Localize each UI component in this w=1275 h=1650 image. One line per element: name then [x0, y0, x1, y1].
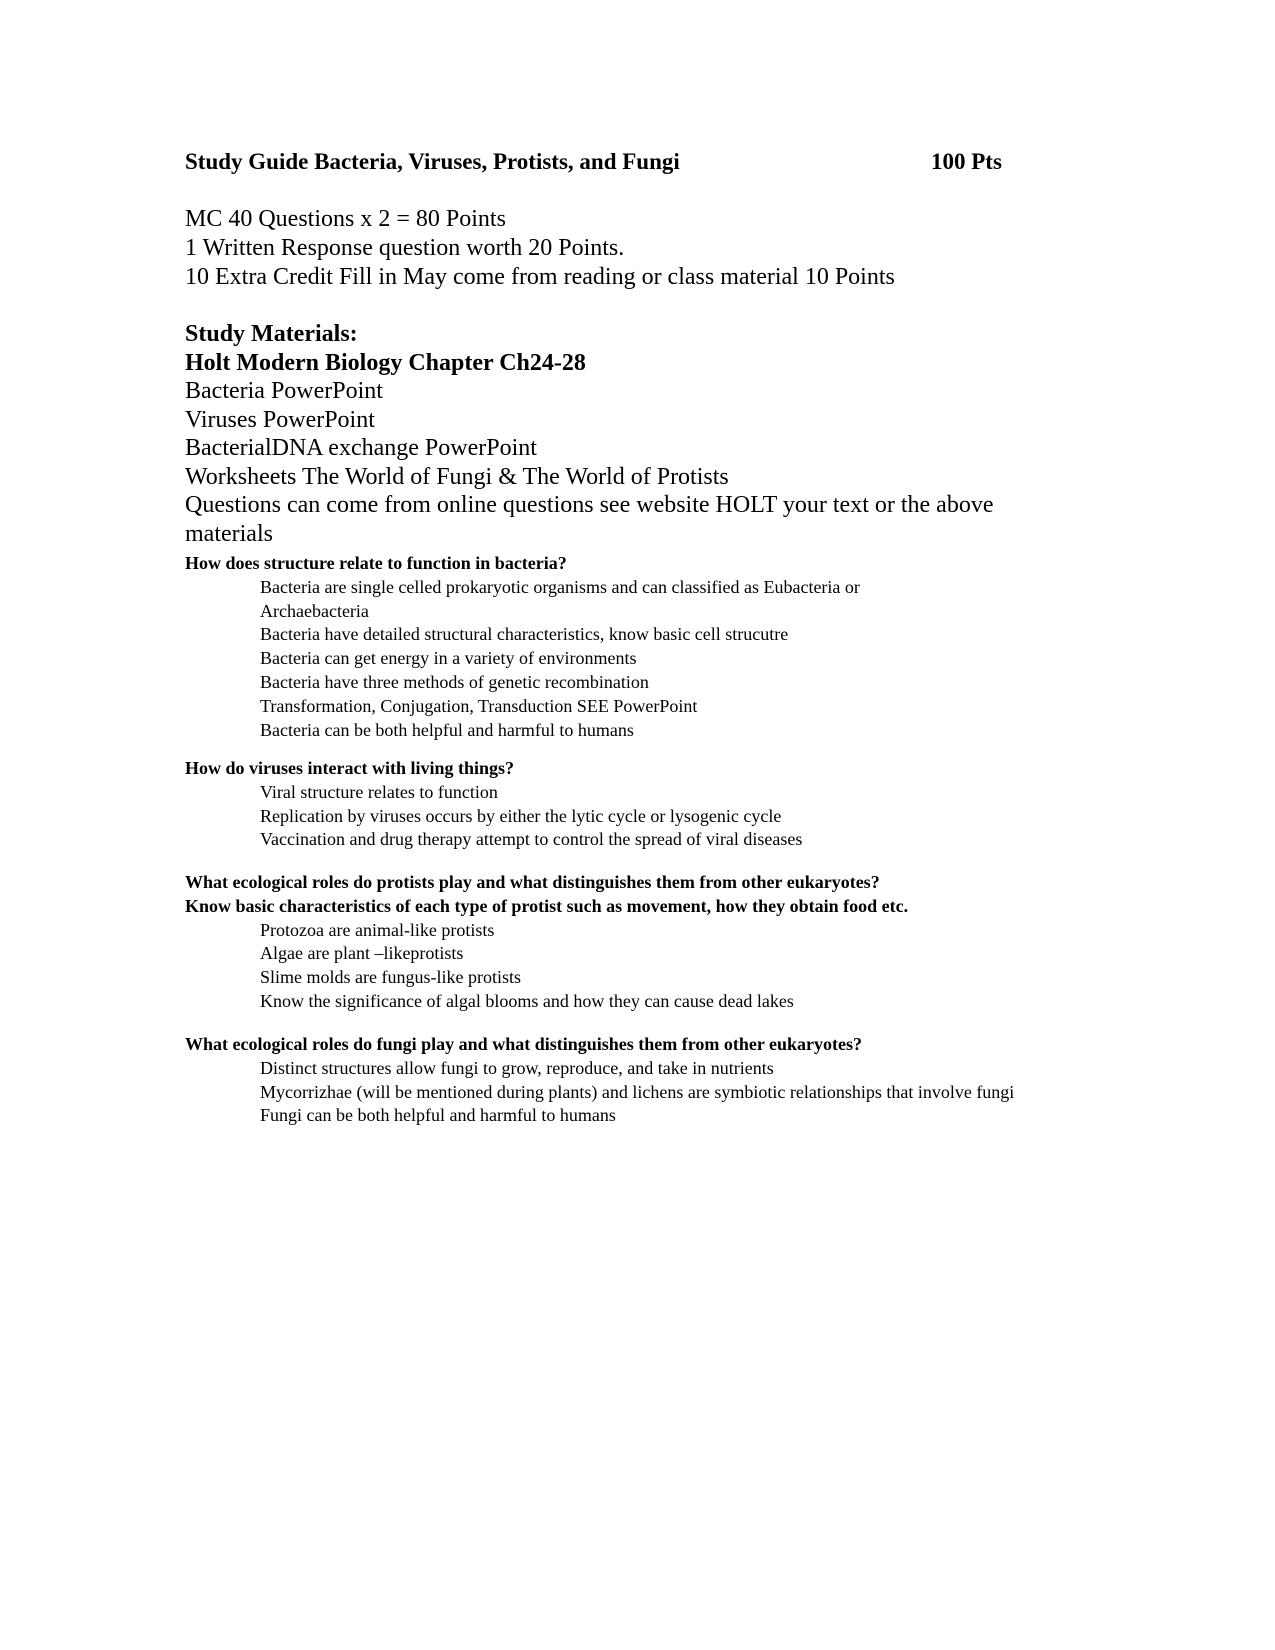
section-item: Bacteria have three methods of genetic recombination: [260, 671, 649, 692]
section-question: How does structure relate to function in bacteria?: [185, 553, 567, 573]
scoring-line: MC 40 Questions x 2 = 80 Points: [185, 206, 506, 232]
materials-heading: Study Materials:: [185, 321, 358, 347]
materials-item: Worksheets The World of Fungi & The World of Protists: [185, 463, 729, 490]
section-question: Know basic characteristics of each type of protist such as movement, how they obtain food etc.: [185, 895, 909, 916]
section-item: Bacteria are single celled prokaryotic organisms and can classified as Eubacteria or Archaebacteria: [260, 576, 860, 621]
section-item: Bacteria have detailed structural characteristics, know basic cell strucutre: [260, 624, 789, 645]
section-item: Slime molds are fungus-like protists: [260, 967, 521, 988]
section-question: What ecological roles do protists play and what distinguishes them from other eukaryotes?: [185, 872, 880, 892]
section-items: [185, 1057, 1085, 1128]
section-question: What ecological roles do fungi play and what distinguishes them from other eukaryotes?: [185, 1034, 863, 1054]
section-item: Distinct structures allow fungi to grow, reproduce, and take in nutrients: [260, 1057, 774, 1078]
section-item: Fungi can be both helpful and harmful to humans: [260, 1105, 616, 1126]
section-fungi: [185, 1033, 1085, 1128]
section-item: Transformation, Conjugation, Transduction SEE PowerPoint: [260, 695, 698, 716]
section-item: Mycorrizhae (will be mentioned during plants) and lichens are symbiotic relationships that involve fungi: [260, 1081, 1015, 1102]
section-item: Bacteria can be both helpful and harmful to humans: [260, 719, 634, 740]
materials-item: Viruses PowerPoint: [185, 406, 375, 433]
title-row: [185, 148, 1015, 176]
section-item: Algae are plant –likeprotists: [260, 943, 464, 964]
section-items: [185, 919, 1085, 1014]
study-materials: [185, 320, 1065, 548]
document-title: Study Guide Bacteria, Viruses, Protists, and Fungi: [185, 149, 680, 174]
materials-item: BacterialDNA exchange PowerPoint: [185, 435, 537, 461]
total-points: 100 Pts: [931, 149, 1002, 174]
section-items: [185, 576, 1085, 743]
section-item: Vaccination and drug therapy attempt to control the spread of viral diseases: [260, 829, 803, 850]
materials-book: Holt Modern Biology Chapter Ch24-28: [185, 349, 586, 376]
materials-item: Questions can come from online questions see website HOLT your text or the above materials: [185, 492, 994, 547]
scoring-summary: [185, 205, 1085, 292]
section-viruses: [185, 757, 1085, 852]
section-items: [185, 781, 1085, 852]
materials-item: Bacteria PowerPoint: [185, 378, 383, 404]
section-item: Viral structure relates to function: [260, 781, 498, 802]
section-item: Know the significance of algal blooms and how they can cause dead lakes: [260, 990, 794, 1011]
scoring-line: 1 Written Response question worth 20 Points.: [185, 235, 625, 261]
section-item: Protozoa are animal-like protists: [260, 919, 495, 940]
section-item: Replication by viruses occurs by either the lytic cycle or lysogenic cycle: [260, 805, 782, 826]
section-protists: [185, 871, 1085, 1014]
scoring-line: 10 Extra Credit Fill in May come from reading or class material 10 Points: [185, 264, 895, 290]
section-question: How do viruses interact with living things?: [185, 758, 515, 778]
section-bacteria: [185, 552, 1085, 742]
section-item: Bacteria can get energy in a variety of environments: [260, 648, 637, 669]
